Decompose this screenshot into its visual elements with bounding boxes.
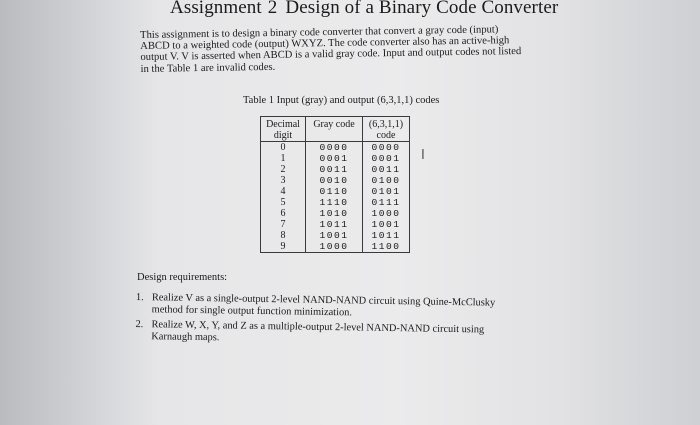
gray-code-value: 0001: [319, 153, 349, 164]
intro-paragraph: This assignment is to design a binary code converter that convert a gray code (input) ABCD to a weighted code (output) WXYZ. The code converter also has an active-high output V. V is asserted when ABCD is a valid gray code. Input and output codes not listed in the Table 1 are invalid codes.: [140, 24, 522, 75]
decimal-column: [261, 142, 306, 253]
output-code-value: 0100: [371, 175, 401, 186]
requirement-item: [136, 292, 506, 321]
decimal-value: 3: [280, 175, 286, 186]
output-code-value: 1100: [371, 241, 401, 252]
text-cursor-icon: I: [421, 148, 425, 163]
gray-code-value: 0000: [319, 142, 349, 153]
requirement-number: 1.: [135, 292, 144, 304]
output-column: [363, 142, 410, 253]
decimal-value: 5: [280, 197, 286, 208]
title-prefix: Assignment: [170, 0, 262, 18]
requirement-item: [135, 319, 505, 348]
output-code-value: 0101: [371, 186, 401, 197]
output-code-value: 0000: [371, 142, 401, 153]
output-code-value: 1001: [371, 219, 401, 230]
title-number: 2: [267, 0, 278, 18]
requirement-number: 2.: [135, 319, 144, 331]
requirement-text: Realize V as a single-output 2-level NAND-NAND circuit using Quine-McClusky method for single output function minimization.: [151, 292, 496, 318]
assignment-title: [170, 0, 558, 19]
output-code-value: 0111: [371, 197, 401, 208]
gray-code-value: 1010: [319, 208, 349, 219]
gray-code-value: 0110: [319, 186, 349, 197]
table-caption: Table 1 Input (gray) and output (6,3,1,1) codes: [243, 95, 440, 106]
decimal-value: 2: [280, 164, 286, 175]
title-text: Design of a Binary Code Converter: [285, 0, 559, 18]
decimal-value: 7: [280, 219, 286, 230]
output-code-value: 1000: [371, 208, 401, 219]
decimal-value: 0: [280, 142, 286, 153]
output-code-value: 1011: [371, 230, 401, 241]
code-table: [260, 116, 410, 253]
requirements-list: [135, 292, 506, 352]
header-output: (6,3,1,1) code: [363, 117, 410, 142]
gray-column: [306, 142, 363, 253]
decimal-value: 1: [280, 153, 286, 164]
gray-code-value: 1011: [319, 219, 349, 230]
gray-code-value: 0011: [319, 164, 349, 175]
gray-code-value: 1001: [319, 230, 349, 241]
decimal-value: 6: [280, 208, 286, 219]
output-code-value: 0011: [371, 164, 401, 175]
output-code-value: 0001: [371, 153, 401, 164]
gray-code-value: 1110: [319, 197, 349, 208]
decimal-value: 4: [280, 186, 286, 197]
gray-code-value: 1000: [319, 241, 349, 252]
gray-code-value: 0010: [319, 175, 349, 186]
header-decimal: Decimal digit: [261, 117, 306, 142]
requirements-heading: Design requirements:: [137, 272, 228, 283]
decimal-value: 9: [280, 241, 286, 252]
header-gray: Gray code: [306, 117, 363, 142]
requirement-text: Realize W, X, Y, and Z as a multiple-output 2-level NAND-NAND circuit using Karnaugh maps.: [151, 319, 485, 344]
decimal-value: 8: [280, 230, 286, 241]
